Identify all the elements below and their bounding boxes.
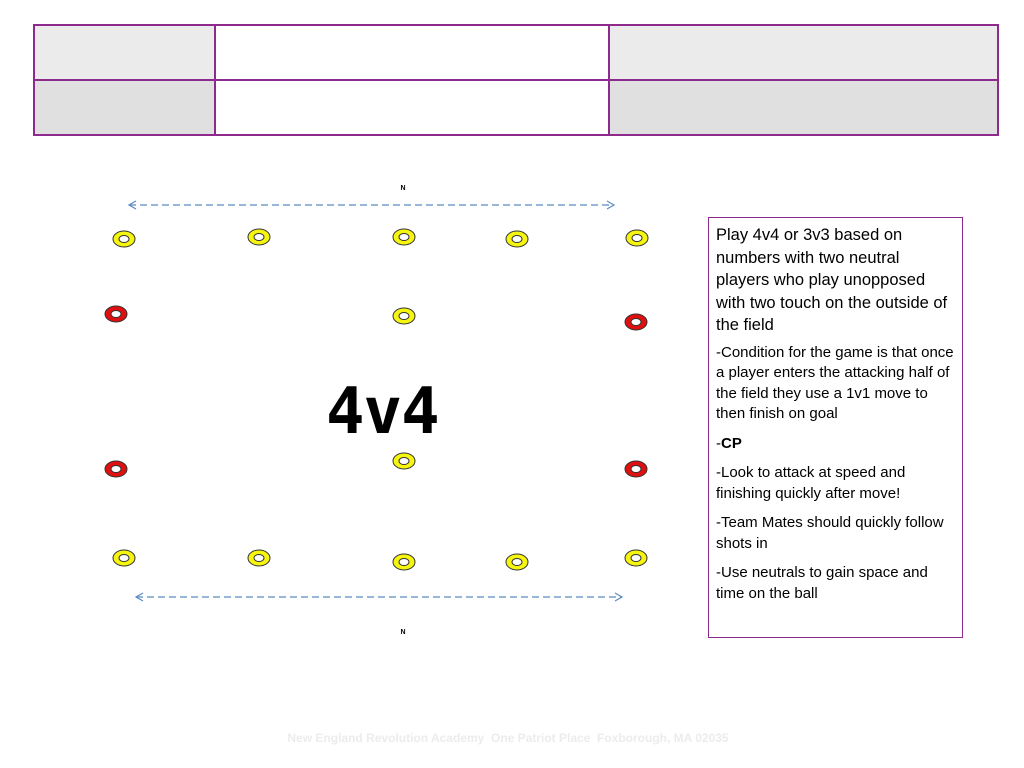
yellow-cone [506, 231, 528, 247]
yellow-cone [393, 308, 415, 324]
notes-point: -Team Mates should quickly follow shots in [716, 514, 944, 552]
coaching-notes-box [708, 217, 963, 638]
yellow-cone [625, 550, 647, 566]
yellow-cone [113, 550, 135, 566]
cp-label: CP [721, 434, 742, 452]
red-cone [625, 314, 647, 330]
yellow-cone [113, 231, 135, 247]
yellow-cone [506, 554, 528, 570]
notes-cp-line [716, 434, 956, 455]
yellow-cone [393, 453, 415, 469]
top-direction-marker: N [400, 185, 406, 192]
yellow-cone [626, 230, 648, 246]
red-cone [105, 306, 127, 322]
red-cone [625, 461, 647, 477]
footer-address: New England Revolution Academy One Patriot Place Foxborough, MA 02035 [287, 731, 729, 745]
cp-prefix: - [716, 434, 721, 452]
yellow-cone [393, 554, 415, 570]
yellow-cone [248, 550, 270, 566]
notes-point: -Look to attack at speed and finishing quickly after move! [716, 464, 906, 502]
yellow-cone [248, 229, 270, 245]
notes-point: -Condition for the game is that once a player enters the attacking half of the field they use a 1v1 move to then finish on goal [716, 343, 954, 423]
game-format-label: 4v4 [326, 375, 439, 449]
yellow-cone [393, 229, 415, 245]
red-cone [105, 461, 127, 477]
bottom-direction-marker: N [400, 629, 406, 636]
notes-lead: Play 4v4 or 3v3 based on numbers with two neutral players who play unopposed with two touch on the outside of the field [716, 226, 948, 335]
notes-point: -Use neutrals to gain space and time on the ball [716, 564, 928, 602]
